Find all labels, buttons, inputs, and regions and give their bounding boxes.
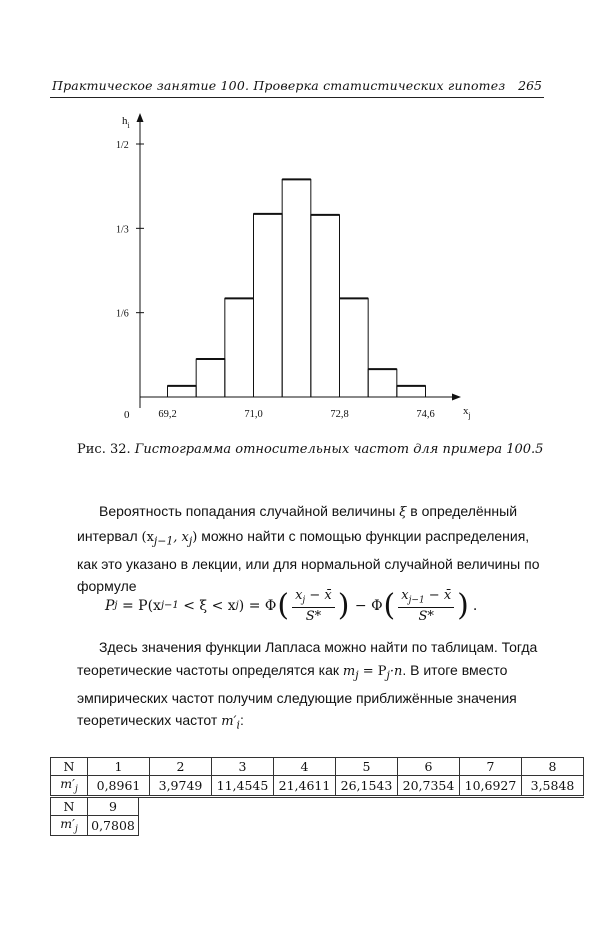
origin-label: 0 (124, 409, 130, 421)
histogram-bar (196, 359, 225, 397)
histogram-bar (225, 298, 254, 397)
y-axis-label: $h_i$ (122, 115, 130, 130)
table-row-m (51, 776, 584, 797)
m-cell: 0,7808 (88, 816, 139, 836)
n-cell: 4 (274, 758, 336, 776)
y-tick-label: 1/3 (116, 224, 129, 236)
n-cell: 8 (522, 758, 584, 776)
histogram-bar (311, 215, 340, 397)
histogram-bar (254, 214, 283, 397)
n-header: N (51, 758, 88, 776)
x-tick-label: 71,0 (244, 409, 263, 420)
fraction-lower: $\frac{x_{j-1} - x̄}{S*}$ (398, 588, 454, 624)
table-row-n (51, 798, 139, 816)
x-tick-label: 74,6 (416, 409, 435, 420)
n-header: N (51, 798, 88, 816)
m-header: $m'_j$ (51, 816, 88, 836)
m-header: $m'_j$ (51, 776, 88, 797)
caption-text: Гистограмма относительных частот для примера 100.5 (134, 442, 544, 457)
running-header-title: Практическое занятие 100. Проверка статистических гипотез (52, 78, 506, 93)
m-cell: 26,1543 (336, 776, 398, 797)
frequency-table (50, 757, 584, 798)
table-row-n (51, 758, 584, 776)
x-axis-label: $x_j$ (463, 405, 471, 420)
n-cell: 1 (88, 758, 150, 776)
probability-formula: P j = P(x j−1 < ξ < x j ) = Φ ( $\frac{x_j - x̄}{S*}$ ) − Φ ( $\frac{x_{j-1} - x̄}{S*}$ ) . (105, 587, 478, 624)
histogram-bar (282, 179, 311, 397)
page-number: 265 (518, 78, 542, 93)
histogram-bar (340, 298, 369, 397)
m-cell: 0,8961 (88, 776, 150, 797)
n-cell: 9 (88, 798, 139, 816)
paragraph-laplace: Здесь значения функции Лапласа можно найти по таблицам. Тогда теоретические частоты определятся как $m_j = P_j\cdot n$. В итоге вместо эмпирических частот получим следующие приближённые значения теоретических частот $m'_i$: (77, 639, 538, 732)
frequency-table-continued (50, 797, 139, 836)
fraction-upper: $\frac{x_j - x̄}{S*}$ (292, 588, 335, 624)
m-cell: 21,4611 (274, 776, 336, 797)
n-cell: 2 (150, 758, 212, 776)
histogram-bar (168, 386, 197, 397)
histogram-chart (0, 100, 600, 430)
y-axis-arrow (137, 113, 144, 122)
header-rule (50, 97, 544, 98)
m-cell: 20,7354 (398, 776, 460, 797)
histogram-bar (368, 369, 397, 397)
x-tick-label: 69,2 (158, 409, 177, 420)
m-cell: 10,6927 (460, 776, 522, 797)
paragraph-probability: Вероятность попадания случайной величины ξ в определённый интервал ($x_{j-1}$, $x_j$) можно найти с помощью функции распределения, как это указано в лекции, или для нормальной случайной величины по формуле (77, 503, 540, 595)
histogram-bar (397, 386, 426, 397)
n-cell: 5 (336, 758, 398, 776)
table-row-m (51, 816, 139, 836)
n-cell: 7 (460, 758, 522, 776)
m-cell: 3,9749 (150, 776, 212, 797)
n-cell: 3 (212, 758, 274, 776)
y-tick-label: 1/2 (116, 140, 129, 151)
m-cell: 3,5848 (522, 776, 584, 797)
caption-label: Рис. 32. (77, 442, 131, 457)
m-cell: 11,4545 (212, 776, 274, 797)
figure-caption (77, 442, 543, 457)
x-axis-arrow (452, 394, 461, 401)
x-tick-label: 72,8 (330, 409, 349, 420)
y-tick-label: 1/6 (116, 308, 129, 320)
n-cell: 6 (398, 758, 460, 776)
